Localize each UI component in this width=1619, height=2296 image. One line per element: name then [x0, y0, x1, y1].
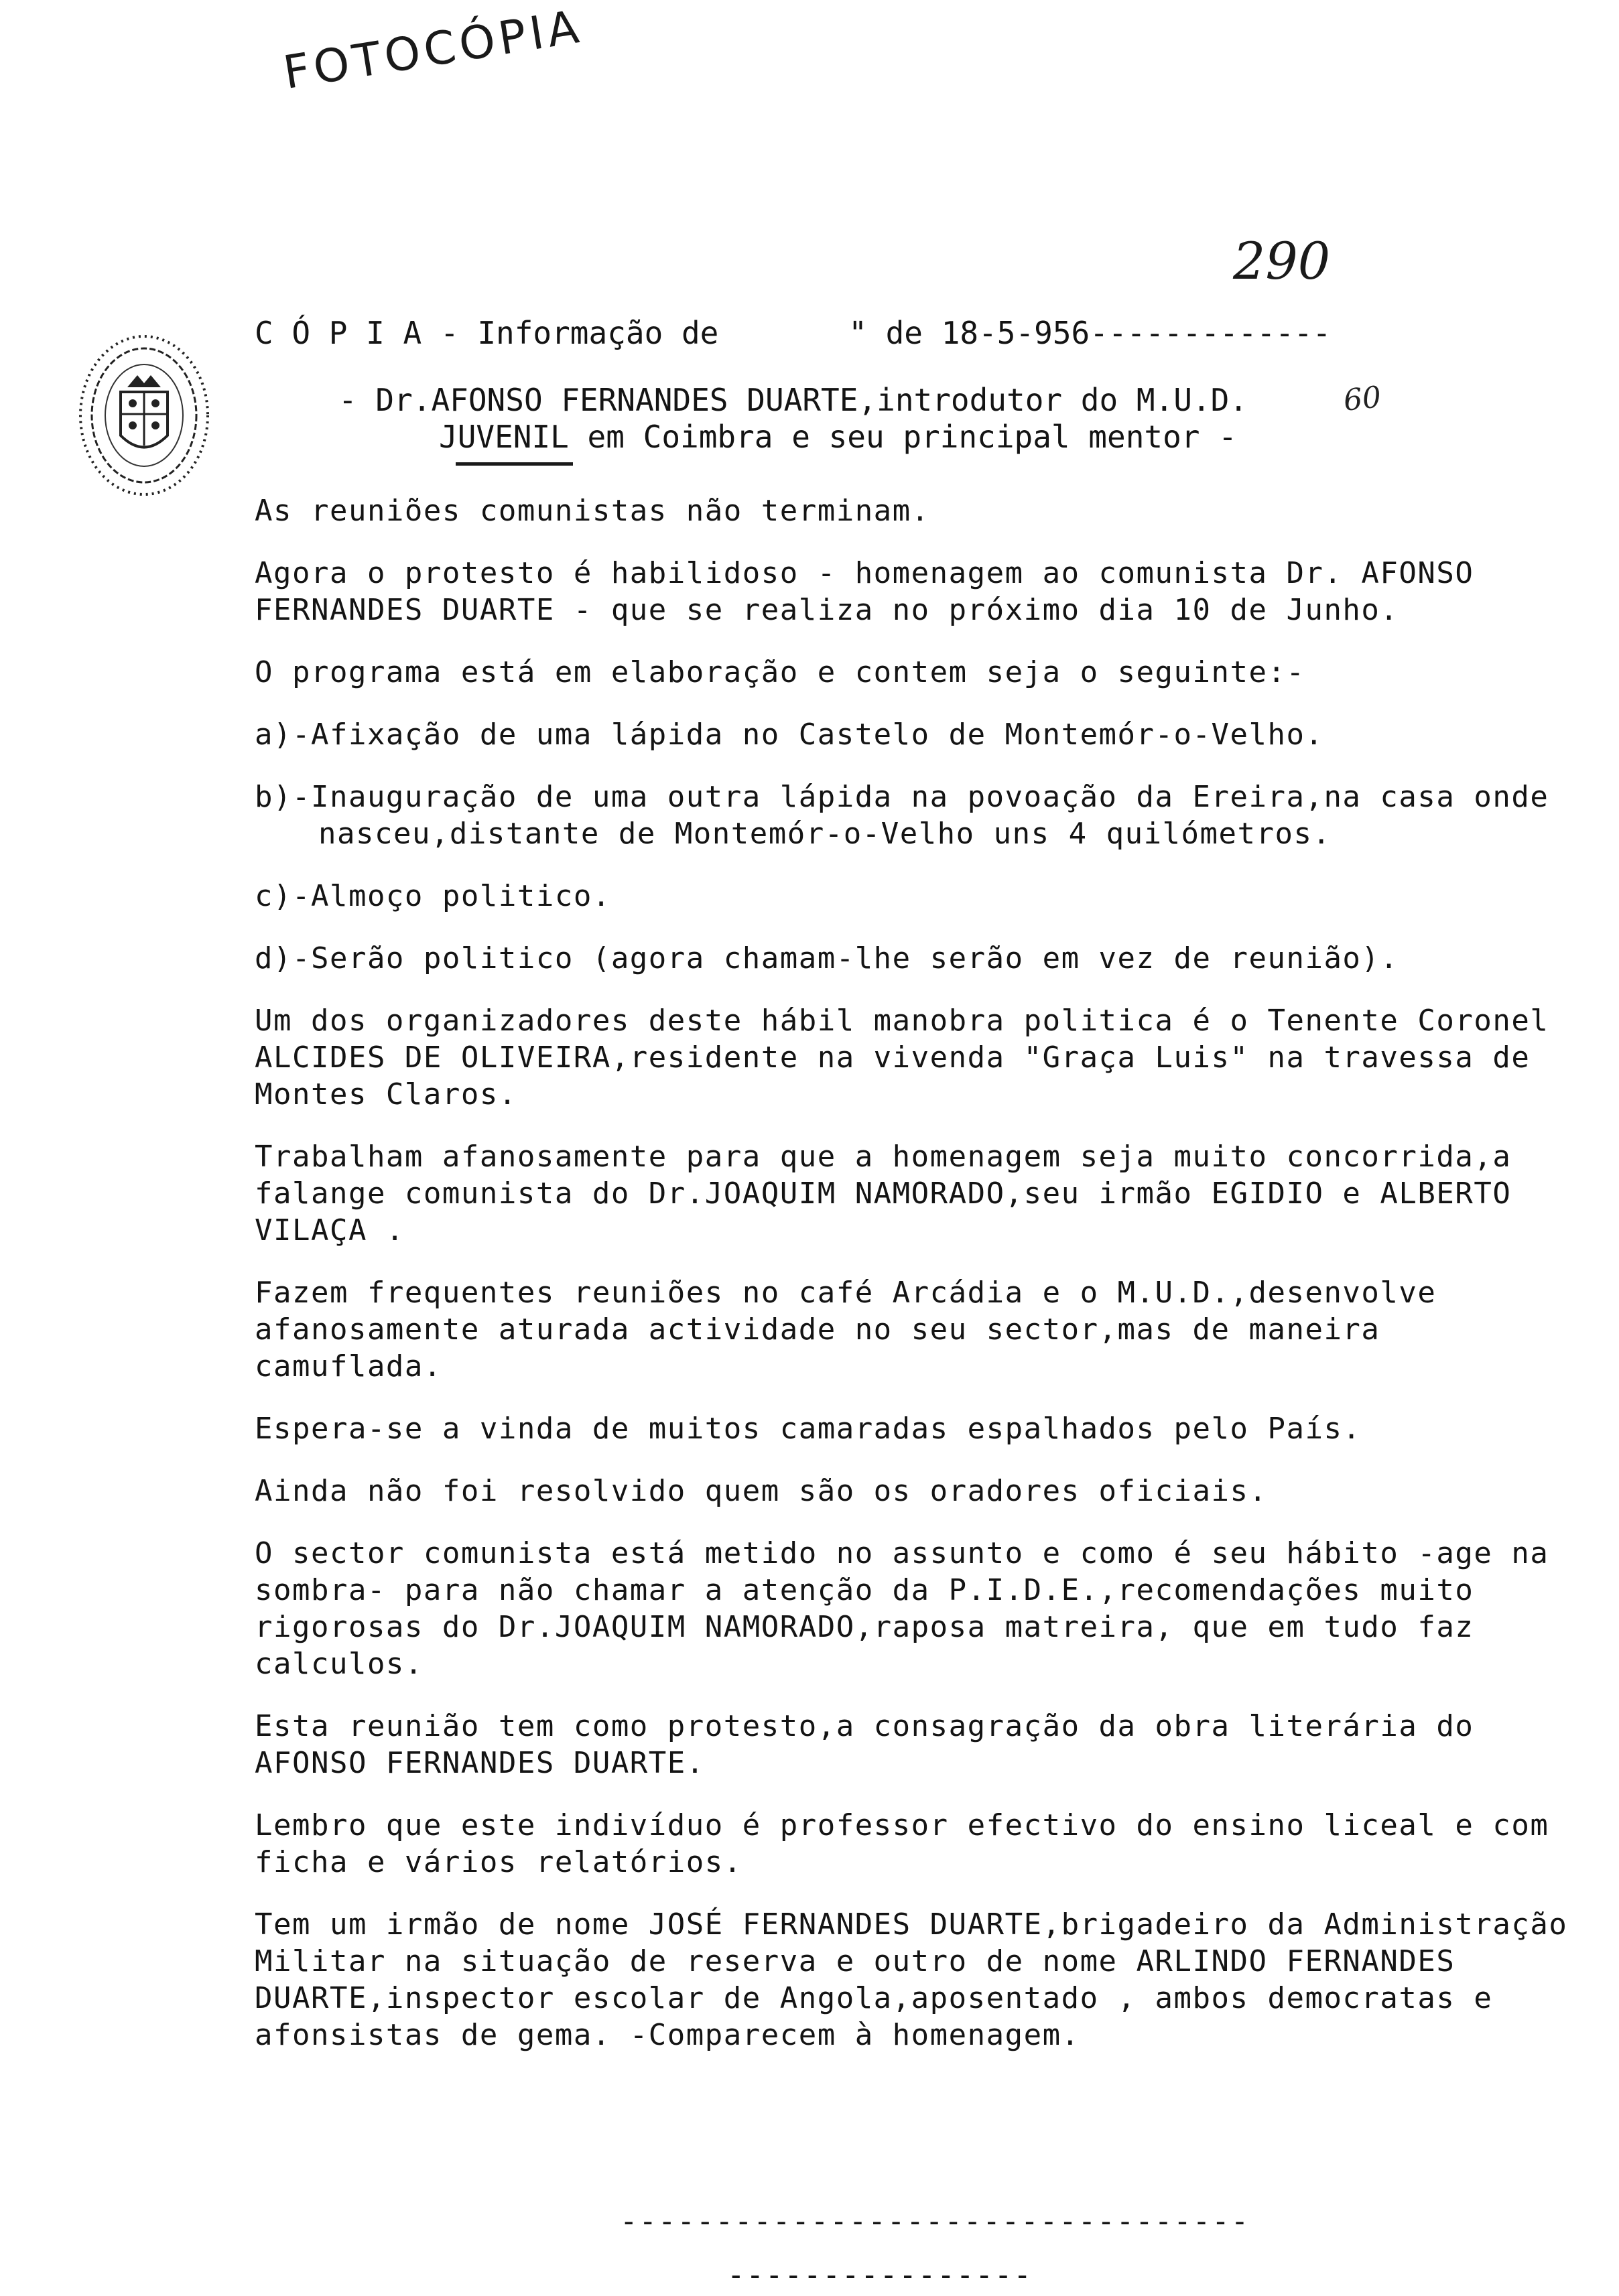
fotocopia-stamp: FOTOCÓPIA: [279, 0, 586, 100]
program-item-b: b)-Inauguração de uma outra lápida na povoação da Ereira,na casa onde nasceu,distante de Montemór-o-Velho uns 4 quilómetros.: [255, 780, 1568, 851]
program-item-c: c)-Almoço politico.: [255, 879, 611, 913]
report-body: [255, 492, 1587, 2079]
subject-line-2: JUVENIL em Coimbra e seu principal mentor -: [439, 419, 1237, 455]
paragraph: O sector comunista está metido no assunto e como é seu hábito -age na sombra- para não chamar a atenção da P.I.D.E.,recomendações muito rigorosas do Dr.JOAQUIM NAMORADO,raposa matreira, que em tudo faz calculos.: [255, 1536, 1568, 1681]
paragraph: Tem um irmão de nome JOSÉ FERNANDES DUARTE,brigadeiro da Administração Militar na situação de reserva e outro de nome ARLINDO FERNANDES DUARTE,inspector escolar de Angola,aposentado , ambos democratas e afonsistas de gema. -Comparecem à homenagem.: [255, 1907, 1587, 2052]
program-item-a: a)-Afixação de uma lápida no Castelo de Montemór-o-Velho.: [255, 718, 1324, 752]
paragraph: Trabalham afanosamente para que a homenagem seja muito concorrida,a falange comunista do Dr.JOAQUIM NAMORADO,seu irmão EGIDIO e ALBERTO VILAÇA .: [255, 1140, 1531, 1247]
paragraph: Um dos organizadores deste hábil manobra politica é o Tenente Coronel ALCIDES DE OLIVEIRA,residente na vivenda "Graça Luis" na travessa de Montes Claros.: [255, 1004, 1568, 1111]
subject-line-1: - Dr.AFONSO FERNANDES DUARTE,introdutor do M.U.D.: [338, 382, 1248, 418]
program-item-d: d)-Serão politico (agora chamam-lhe serão em vez de reunião).: [255, 941, 1399, 975]
closing-rule-long: ---------------------------------: [620, 2204, 1250, 2238]
closing-rule-short: ----------------: [727, 2258, 1033, 2292]
handwritten-page-number: 290: [1233, 231, 1331, 291]
paragraph: As reuniões comunistas não terminam.: [255, 494, 930, 528]
paragraph: Ainda não foi resolvido quem são os oradores oficiais.: [255, 1474, 1268, 1508]
official-seal-icon: [74, 328, 214, 502]
handwritten-underline: [456, 462, 573, 466]
paragraph: Agora o protesto é habilidoso - homenagem ao comunista Dr. AFONSO FERNANDES DUARTE - que se realiza no próximo dia 10 de Junho.: [255, 556, 1493, 627]
paragraph: Espera-se a vinda de muitos camaradas espalhados pelo País.: [255, 1412, 1362, 1446]
paragraph: Fazem frequentes reuniões no café Arcádia e o M.U.D.,desenvolve afanosamente aturada actividade no seu sector,mas de maneira camuflada.: [255, 1276, 1455, 1383]
paragraph: Lembro que este indivíduo é professor efectivo do ensino liceal e com ficha e vários relatórios.: [255, 1808, 1568, 1879]
document-title-line: C Ó P I A - Informação de " de 18-5-956-------------: [255, 315, 1332, 351]
paragraph: Esta reunião tem como protesto,a consagração da obra literária do AFONSO FERNANDES DUARTE.: [255, 1709, 1493, 1780]
paragraph: O programa está em elaboração e contem seja o seguinte:-: [255, 655, 1305, 689]
handwritten-margin-note: 60: [1342, 380, 1383, 418]
